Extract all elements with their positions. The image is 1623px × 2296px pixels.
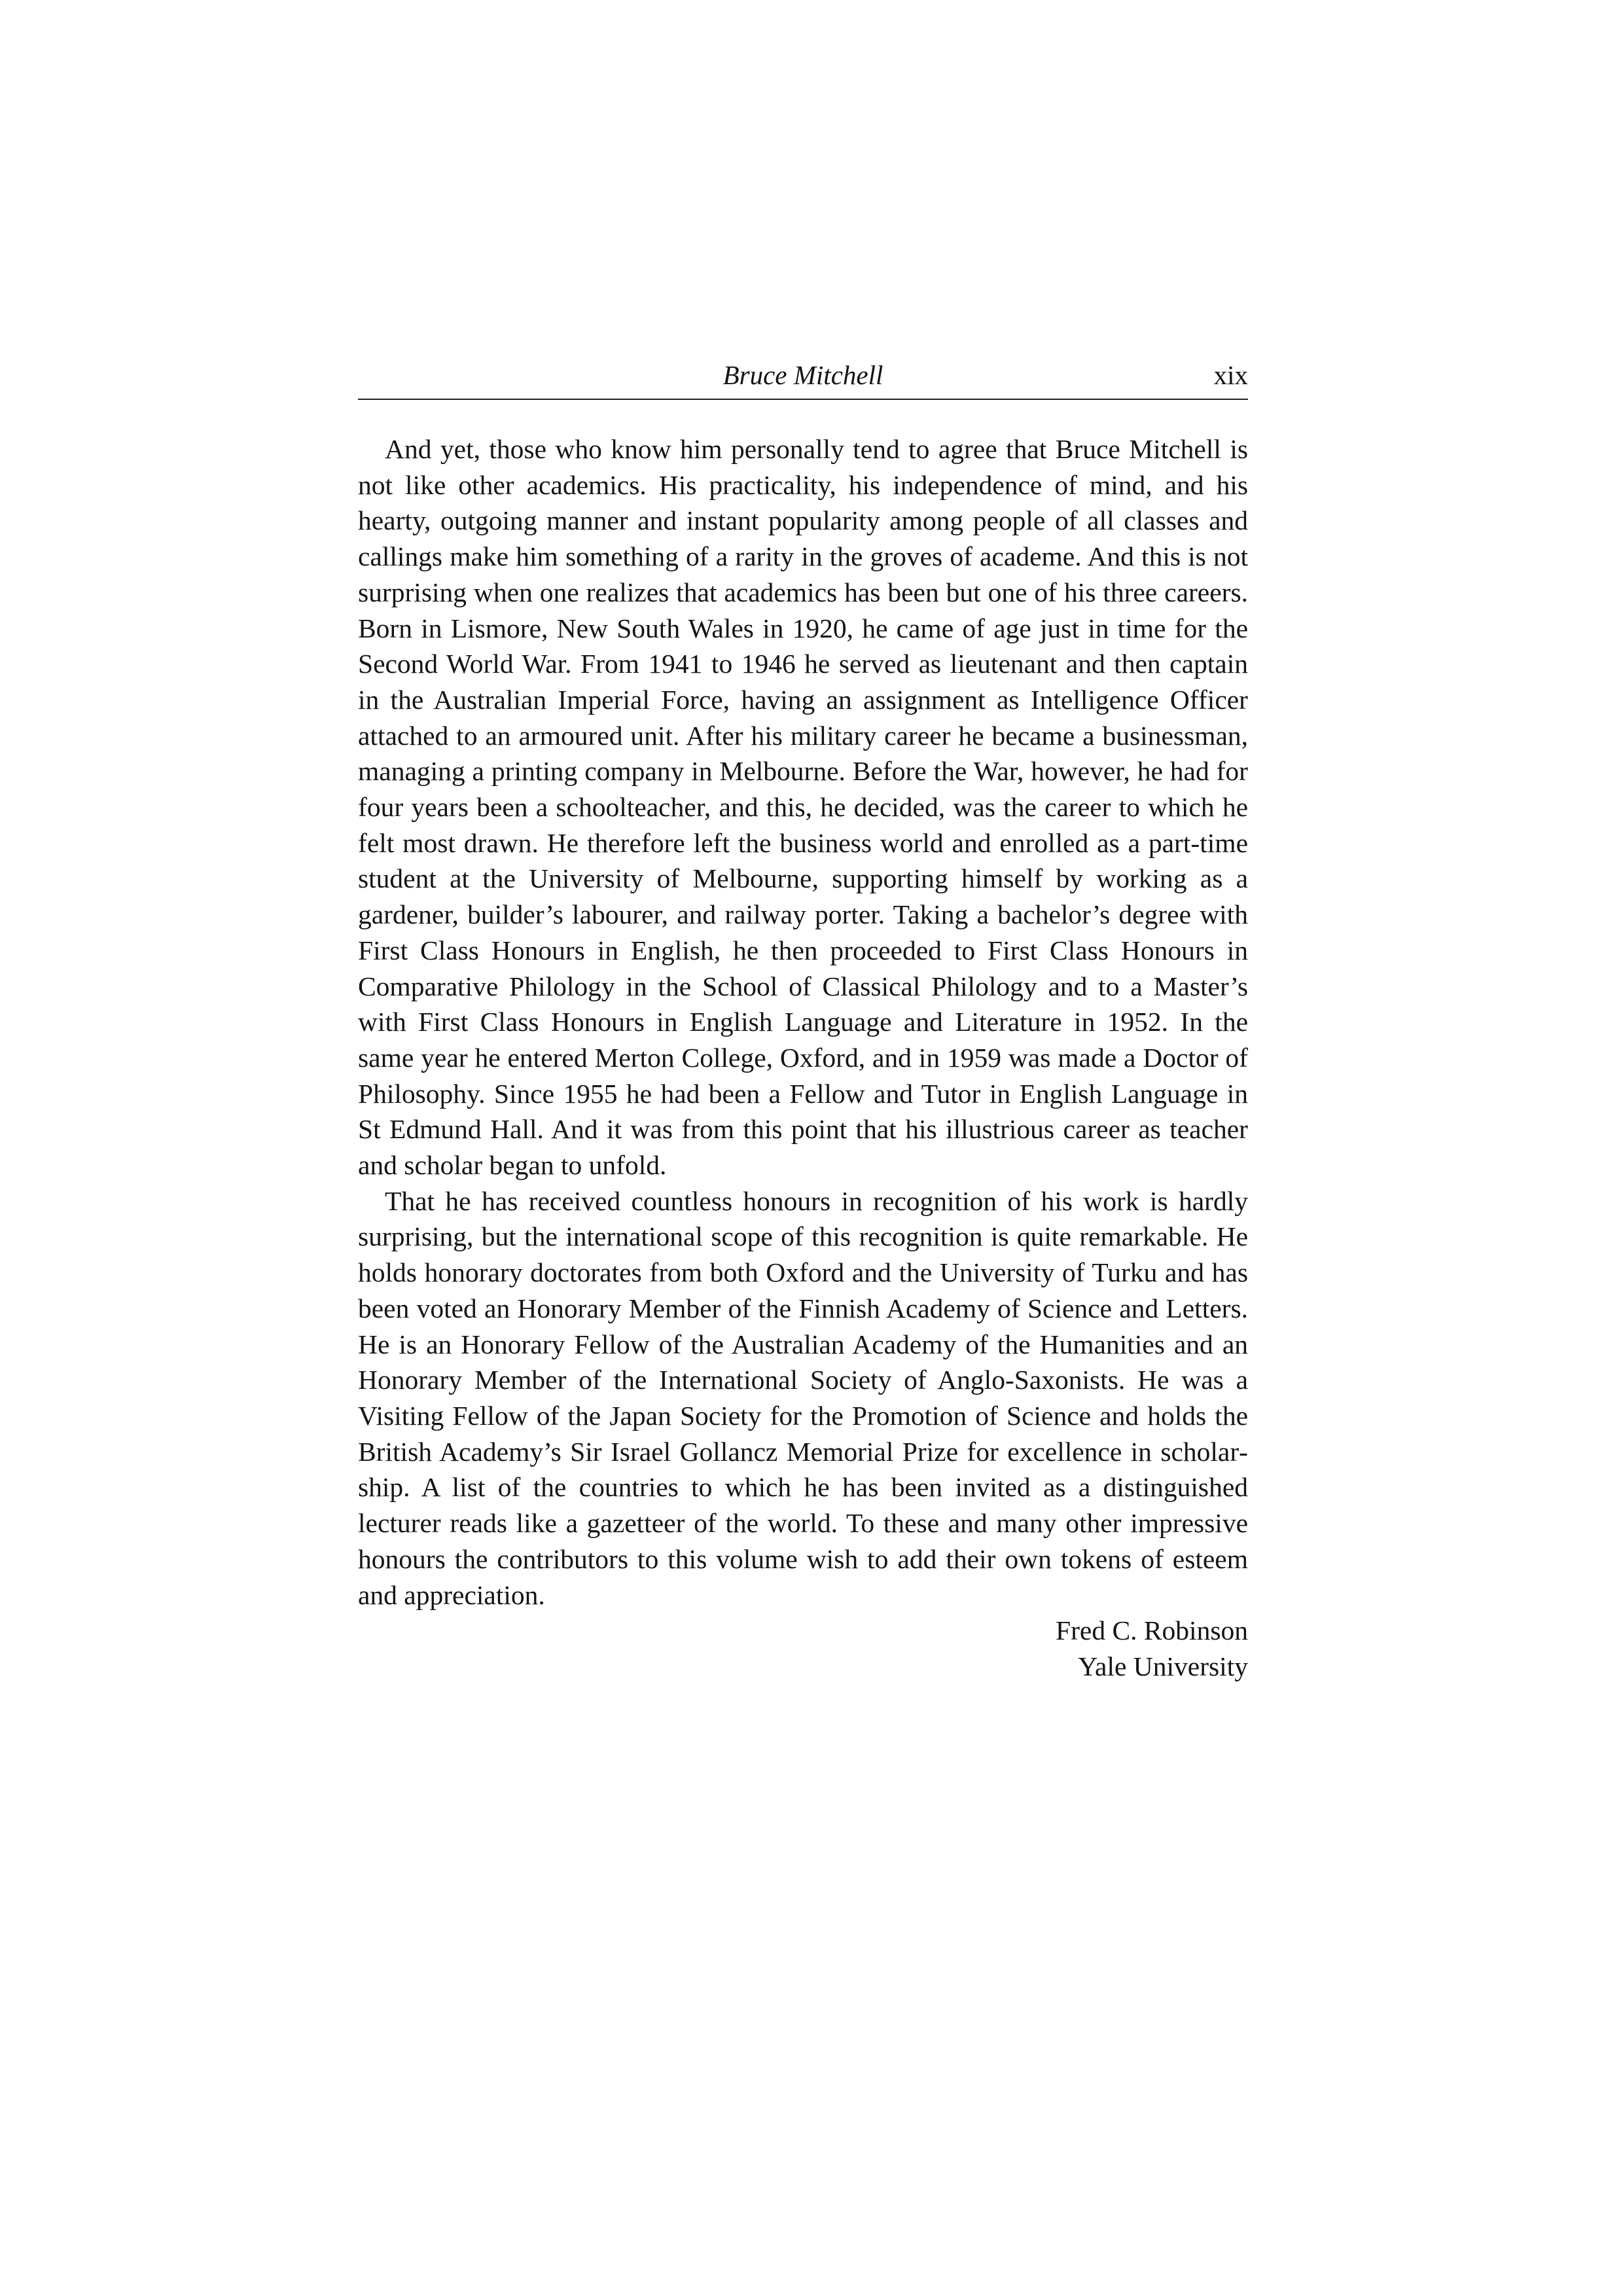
body-text [358,431,1248,1613]
running-head [358,357,1248,400]
paragraph-careers: And yet, those who know him personally tend to agree that Bruce Mitchell is not like other academics. His practicality, his independence of mind, and his hearty, outgoing manner and instant popularity among people of all classes and callings make him something of a rarity in the groves of academe. And this is not surprising when one realizes that academics has been but one of his three careers. Born in Lismore, New South Wales in 1920, he came of age just in time for the Second World War. From 1941 to 1946 he served as lieutenant and then captain in the Australian Imperial Force, having an assignment as Intelligence Officer attached to an armoured unit. After his military career he became a businessman, managing a printing company in Melbourne. Before the War, however, he had for four years been a schoolteacher, and this, he decided, was the career to which he felt most drawn. He therefore left the business world and enrolled as a part-time student at the University of Melbourne, supporting himself by working as a gardener, builder’s labourer, and railway porter. Taking a bachelor’s degree with First Class Honours in English, he then proceeded to First Class Honours in Comparative Philology in the School of Classical Philology and to a Master’s with First Class Honours in English Language and Literature in 1952. In the same year he entered Merton College, Oxford, and in 1959 was made a Doctor of Philosophy. Since 1955 he had been a Fellow and Tutor in English Language in St Edmund Hall. And it was from this point that his illustrious career as teacher and scholar began to unfold. [358,434,1248,1181]
paragraph-honours: That he has received countless honours in recognition of his work is hardly surprising, but the international scope of this recognition is quite remarkable. He holds honorary doctorates from both Oxford and the University of Turku and has been voted an Honorary Member of the Finnish Academy of Science and Letters. He is an Honorary Fellow of the Australian Academy of the Humanities and an Honorary Member of the International Society of Anglo-Saxonists. He was a Visiting Fellow of the Japan Society for the Promotion of Science and holds the British Academy’s Sir Israel Gollancz Memorial Prize for excellence in scholarship. A list of the countries to which he has been invited as a distinguished lecturer reads like a gazetteer of the world. To these and many other impressive honours the contributors to this volume wish to add their own tokens of esteem and appreciation. [358,1185,1248,1610]
signature-name: Fred C. Robinson [1056,1615,1248,1646]
signature-affiliation: Yale University [1078,1651,1248,1681]
signature-block [358,1613,1248,1684]
book-page [358,357,1248,1685]
running-title: Bruce Mitchell [722,360,883,390]
page-number: xix [1213,360,1248,390]
